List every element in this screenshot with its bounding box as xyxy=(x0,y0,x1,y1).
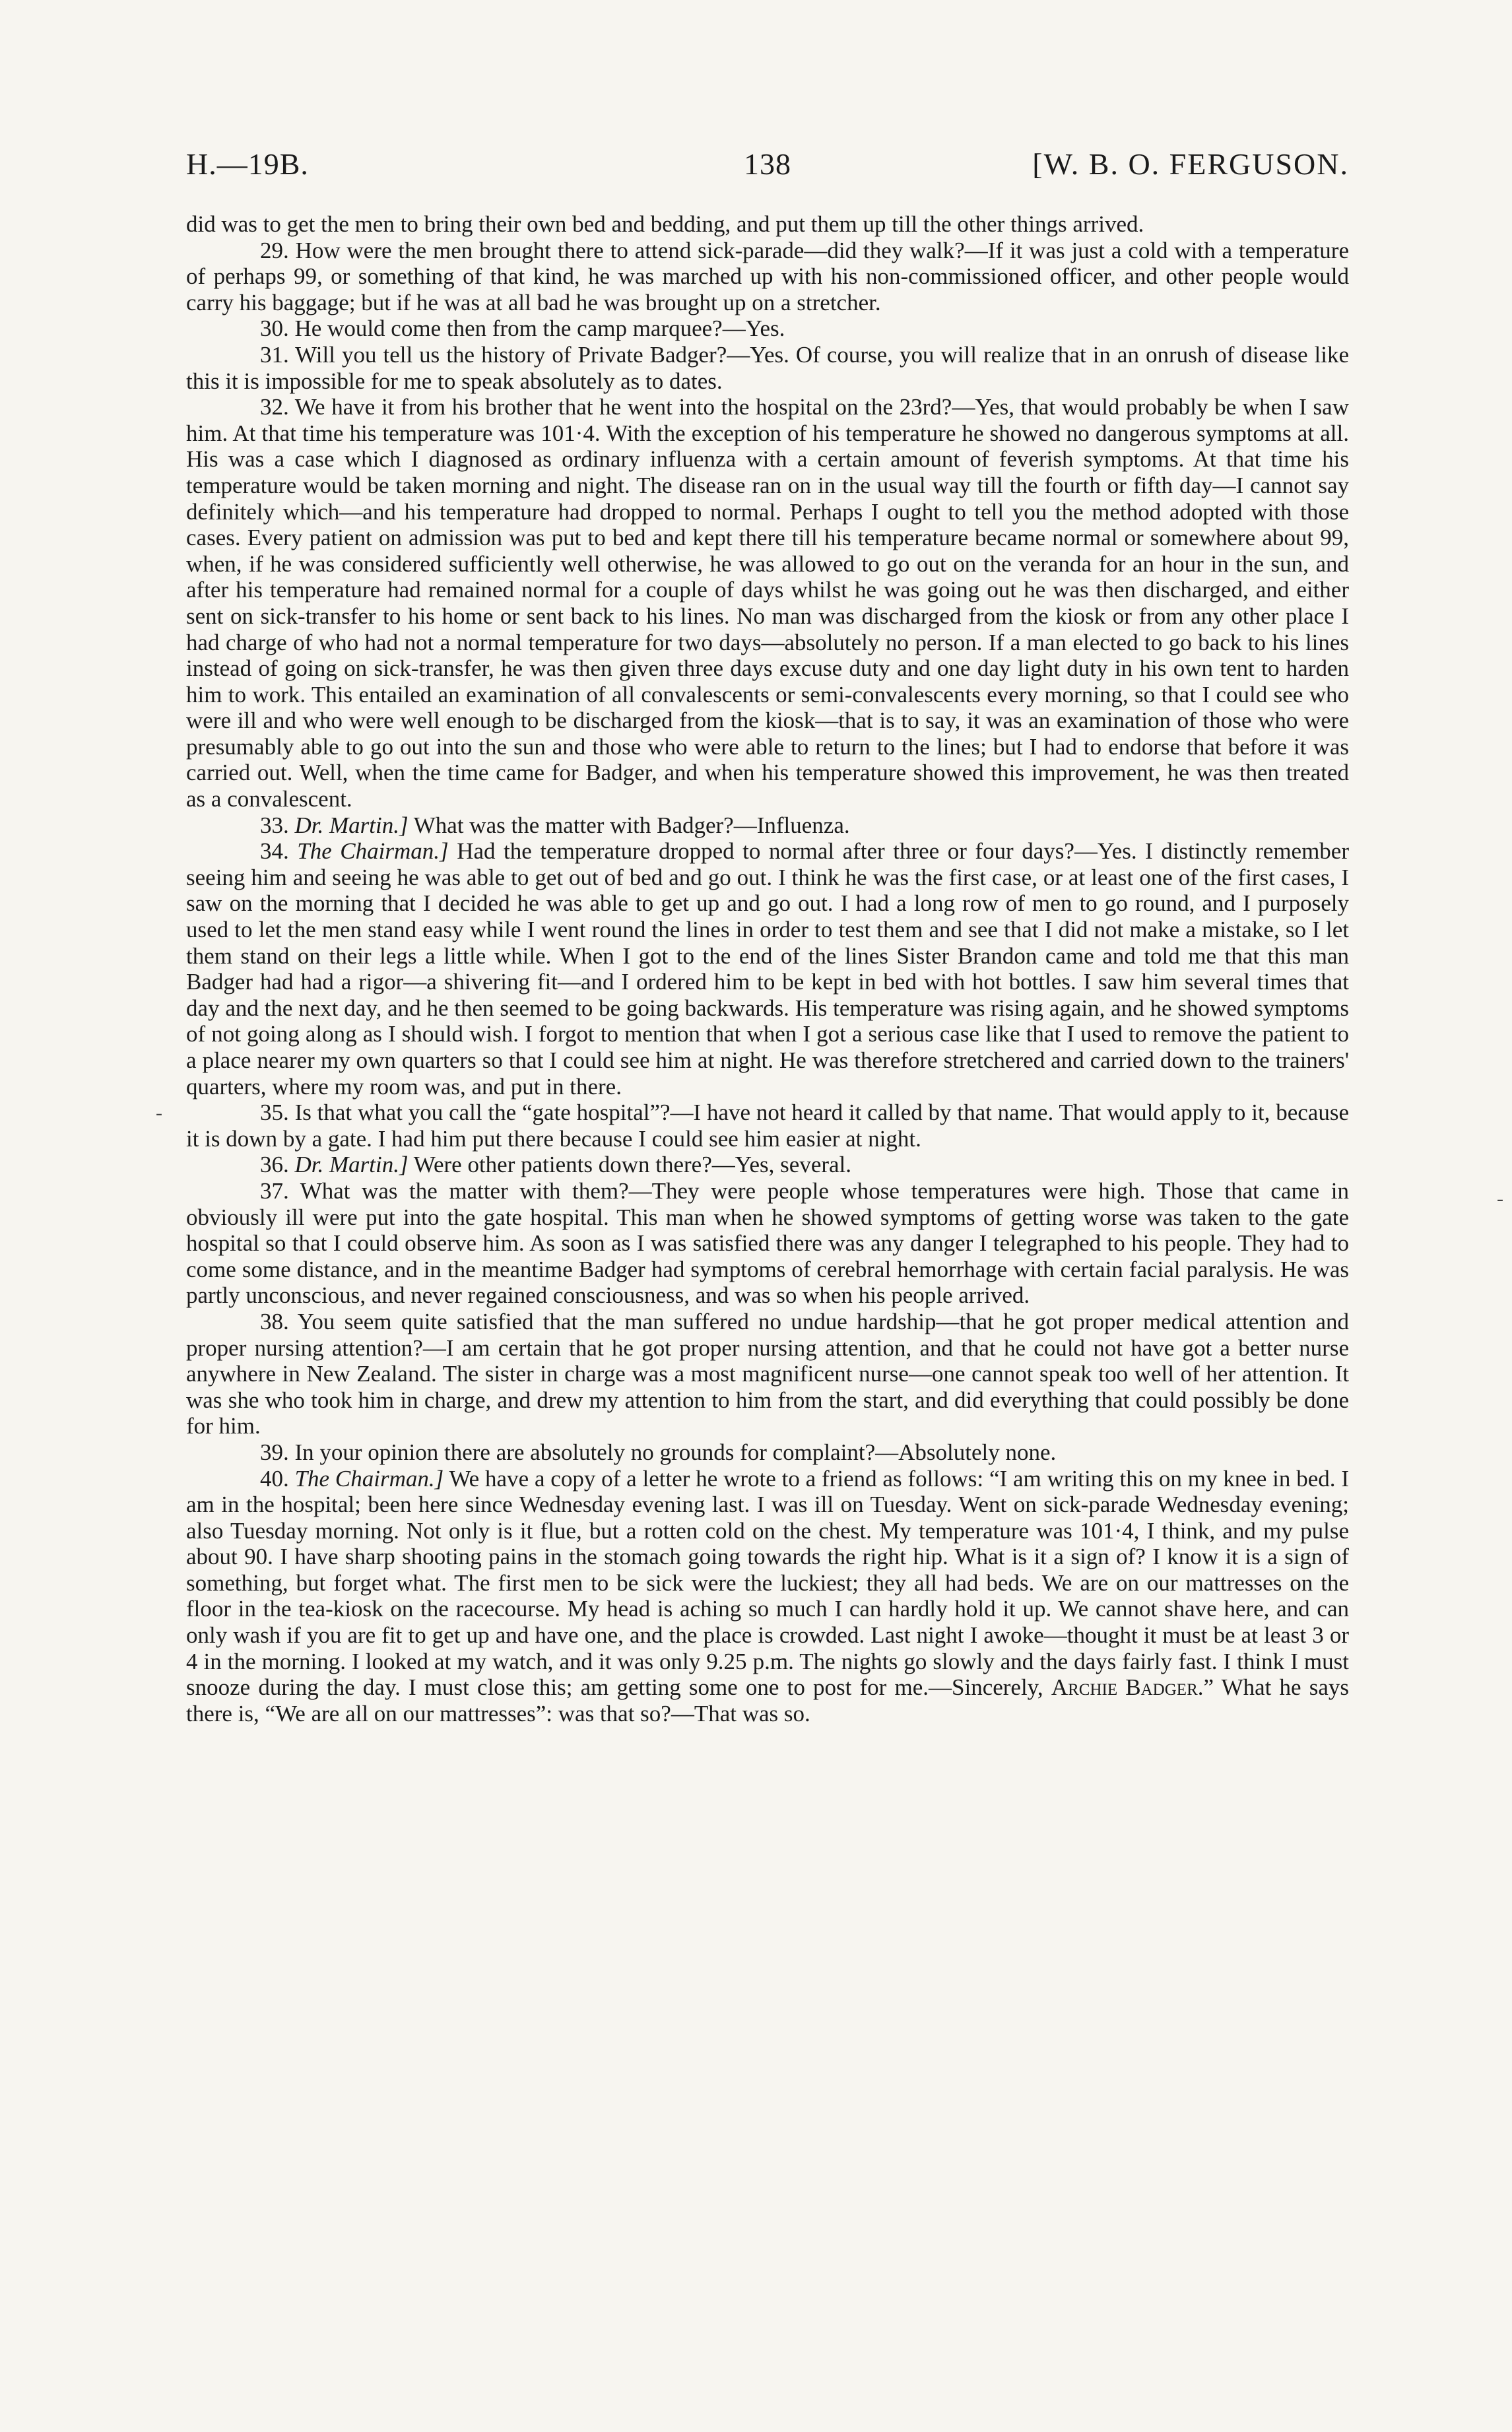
question-number: 40. xyxy=(260,1465,289,1492)
speaker: The Chairman.] xyxy=(294,1465,444,1492)
question-number: 32. xyxy=(260,394,289,420)
document-page xyxy=(186,147,1349,1726)
paragraph: 37. What was the matter with them?—They were people whose temperatures were high. Those that came in obviously ill were put into the gate hospital. This man when he showed symptoms of getting worse was taken to the gate hospital so that I could observe him. As soon as I was satisfied there was any danger I telegraphed to his people. They had to come some distance, and in the meantime Badger had symptoms of cerebral hemorrhage with certain facial paralysis. He was partly unconscious, and never regained consciousness, and was so when his people arrived. xyxy=(186,1177,1349,1309)
paragraph: 30. He would come then from the camp marquee?—Yes. xyxy=(260,315,785,342)
paragraph: did was to get the men to bring their own bed and bedding, and put them up till the other things arrived. xyxy=(186,211,1144,237)
paragraph: 35. Is that what you call the “gate hospital”?—I have not heard it called by that name. That would apply to it, because it is down by a gate. I had him put there because I could see him easier at night. xyxy=(186,1100,1349,1152)
paragraph: 36. Dr. Martin.] Were other patients down there?—Yes, several. xyxy=(260,1152,852,1178)
question-number: 34. xyxy=(260,838,289,865)
margin-mark: - xyxy=(1497,1188,1503,1210)
paragraph: 33. Dr. Martin.] What was the matter with Badger?—Influenza. xyxy=(260,812,850,838)
witness-name: [W. B. O. FERGUSON. xyxy=(1032,147,1349,181)
paragraph: 38. You seem quite satisfied that the man suffered no undue hardship—that he got proper medical attention and proper nursing attention?—I am certain that he got proper nursing attention, and that he could not have got a better nurse anywhere in New Zealand. The sister in charge was a most magnificent nurse—one cannot speak too well of her attention. It was she who took him in charge, and drew my attention to him from the start, and did everything that could possibly be done for him. xyxy=(186,1308,1350,1439)
speaker: Dr. Martin.] xyxy=(294,1152,409,1178)
evidence-text xyxy=(186,211,1349,1726)
speaker: The Chairman.] xyxy=(297,838,449,865)
question-number: 38. xyxy=(260,1308,289,1334)
margin-mark: - xyxy=(156,1102,162,1124)
question-number: 36. xyxy=(260,1152,289,1178)
question-number: 39. xyxy=(260,1439,289,1465)
paper-reference: H.—19B. xyxy=(186,147,309,181)
question-number: 31. xyxy=(260,341,289,368)
question-number: 29. xyxy=(260,237,289,263)
paragraph: 34. The Chairman.] Had the temperature dropped to normal after three or four days?—Yes. I distinctly remember seeing him and seeing he was able to get out of bed and go out. I think he was the first case, or at least one of the first cases, I saw on the morning that I decided he was able to get up and go out. I had a long row of men to go round, and I purposely used to let the men stand easy while I went round the lines in order to test them and see that I did not make a mistake, so I let them stand on their legs a little while. When I got to the end of the lines Sister Brandon came and told me that this man Badger had had a rigor—a shivering fit—and I ordered him to be kept in bed with hot bottles. I saw him several times that day and the next day, and he then seemed to be going backwards. His temperature was rising again, and he showed symptoms of not going along as I should wish. I forgot to mention that when I got a serious case like that I used to remove the patient to a place nearer my own quarters so that I could see him at night. He was therefore stretchered and carried down to the trainers' quarters, where my room was, and put in there. xyxy=(186,838,1349,1100)
question-number: 30. xyxy=(260,315,289,342)
speaker: Dr. Martin.] xyxy=(294,812,409,838)
paragraph: 40. The Chairman.] We have a copy of a letter he wrote to a friend as follows: “I am writing this on my knee in bed. I am in the hospital; been here since Wednesday evening last. I was ill on Tuesday. Went on sick-parade Wednesday evening; also Tuesday morning. Not only is it flue, but a rotten cold on the chest. My temperature was 101·4, I think, and my pulse about 90. I have sharp shooting pains in the stomach going towards the right hip. What is it a sign of? I know it is a sign of something, but forget what. The first men to be sick were the luckiest; they all had beds. We are on our mattresses on the floor in the tea-kiosk on the racecourse. My head is aching so much I can hardly hold it up. We cannot shave here, and can only wash if you are fit to get up and have one, and the place is crowded. Last night I awoke—thought it must be at least 3 or 4 in the morning. I looked at my watch, and it was only 9.25 p.m. The nights go slowly and the days fairly fast. I think I must snooze during the day. I must close this; am getting some one to post for me.—Sincerely, Archie Badger.” What he says there is, “We are all on our mattresses”: was that so?—That was so. xyxy=(186,1465,1350,1726)
paragraph: 32. We have it from his brother that he went into the hospital on the 23rd?—Yes, that would probably be when I saw him. At that time his temperature was 101·4. With the exception of his temperature he showed no dangerous symptoms at all. His was a case which I diagnosed as ordinary influenza with a certain amount of feverish symptoms. At that time his temperature would be taken morning and night. The disease ran on in the usual way till the fourth or fifth day—I cannot say definitely which—and his temperature had dropped to normal. Perhaps I ought to tell you the method adopted with those cases. Every patient on admission was put to bed and kept there till his temperature became normal or somewhere about 99, when, if he was considered sufficiently well otherwise, he was allowed to go out on the veranda for an hour in the sun, and after his temperature had remained normal for a couple of days whilst he was going out he was then discharged, and either sent on sick-transfer to his home or sent back to his lines. No man was discharged from the kiosk or from any other place I had charge of who had not a normal temperature for two days—absolutely no person. If a man elected to go back to his lines instead of going on sick-transfer, he was then given three days excuse duty and one day light duty in his own tent to harden him to work. This entailed an examination of all convalescents or semi-convalescents every morning, so that I could see who were ill and who were well enough to be discharged from the kiosk—that is to say, it was an examination of those who were presumably able to go out into the sun and those who were able to return to the lines; but I had to endorse that before it was carried out. Well, when the time came for Badger, and when his temperature showed this improvement, he was then treated as a convalescent. xyxy=(186,394,1349,812)
question-number: 35. xyxy=(260,1100,289,1126)
paragraph: 31. Will you tell us the history of Private Badger?—Yes. Of course, you will realize that in an onrush of disease like this it is impossible for me to speak absolutely as to dates. xyxy=(186,341,1349,394)
paragraph: 29. How were the men brought there to attend sick-parade—did they walk?—If it was just a cold with a temperature of perhaps 99, or something of that kind, he was marched up with his non-commissioned officer, and other people would carry his baggage; but if he was at all bad he was brought up on a stretcher. xyxy=(186,237,1349,315)
page-number: 138 xyxy=(744,147,791,181)
letter-signature: Archie Badger. xyxy=(1051,1674,1204,1701)
running-header xyxy=(186,147,1349,193)
paragraph: 39. In your opinion there are absolutely no grounds for complaint?—Absolutely none. xyxy=(260,1439,1057,1465)
question-number: 33. xyxy=(260,812,289,838)
question-number: 37. xyxy=(260,1177,289,1204)
